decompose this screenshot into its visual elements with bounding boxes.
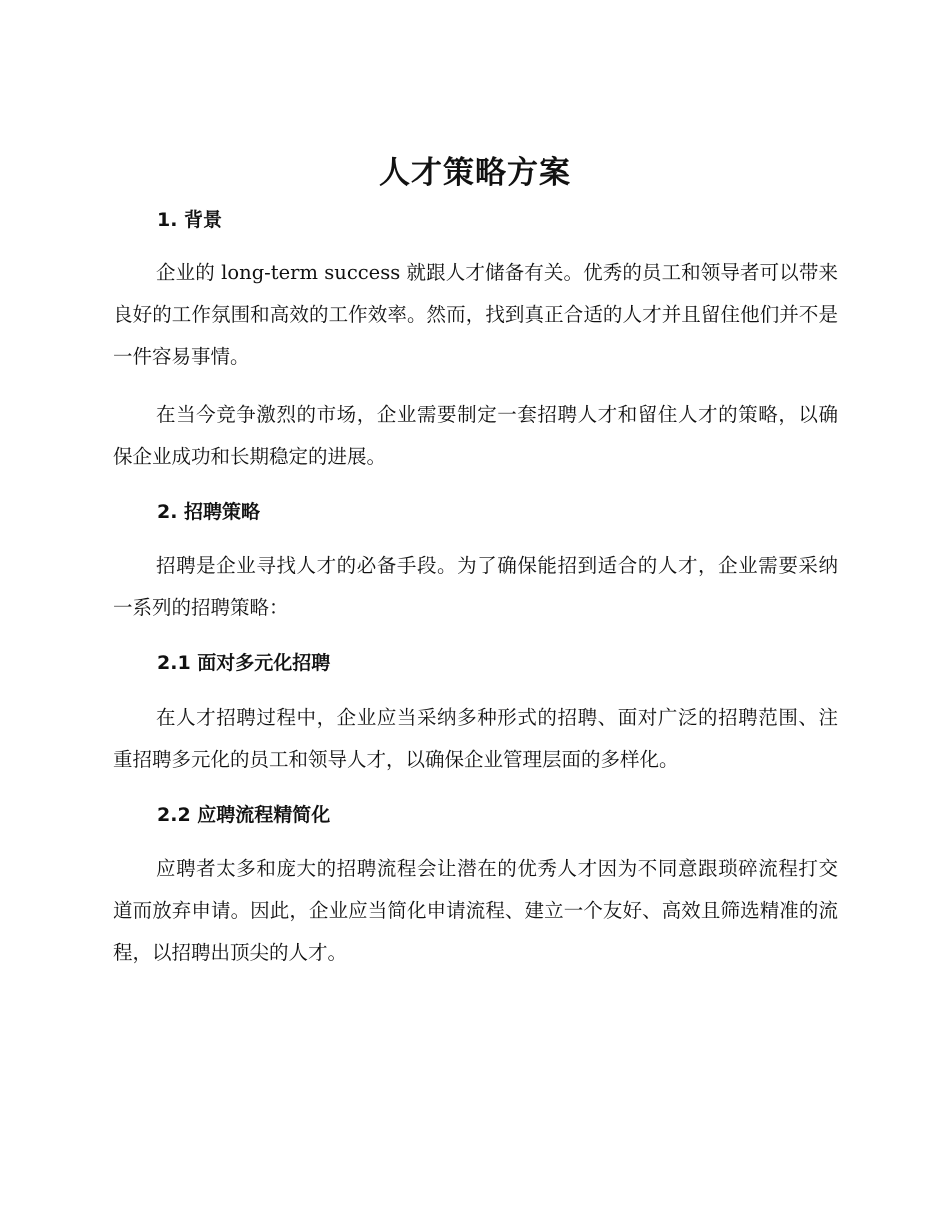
paragraph-background-1: 企业的 long-term success 就跟人才储备有关。优秀的员工和领导者可以带来良好的工作氛围和高效的工作效率。然而，找到真正合适的人才并且留住他们并不是一件容易事情。 bbox=[113, 261, 838, 368]
paragraph-recruitment-strategy: 招聘是企业寻找人才的必备手段。为了确保能招到适合的人才，企业需要采纳一系列的招聘策略： bbox=[113, 554, 838, 619]
section-heading-background: 1. 背景 bbox=[157, 209, 223, 231]
section-heading-streamlined-process: 2.2 应聘流程精简化 bbox=[157, 804, 331, 826]
section-heading-diversified-recruitment: 2.1 面对多元化招聘 bbox=[157, 652, 331, 674]
document-title: 人才策略方案 bbox=[379, 155, 571, 191]
section-heading-recruitment-strategy: 2. 招聘策略 bbox=[157, 501, 261, 523]
paragraph-background-2: 在当今竞争激烈的市场，企业需要制定一套招聘人才和留住人才的策略，以确保企业成功和长期稳定的进展。 bbox=[113, 403, 838, 468]
paragraph-diversified-recruitment: 在人才招聘过程中，企业应当采纳多种形式的招聘、面对广泛的招聘范围、注重招聘多元化的员工和领导人才，以确保企业管理层面的多样化。 bbox=[113, 706, 838, 771]
paragraph-streamlined-process: 应聘者太多和庞大的招聘流程会让潜在的优秀人才因为不同意跟琐碎流程打交道而放弃申请。因此，企业应当简化申请流程、建立一个友好、高效且筛选精准的流程，以招聘出顶尖的人才。 bbox=[113, 857, 838, 964]
